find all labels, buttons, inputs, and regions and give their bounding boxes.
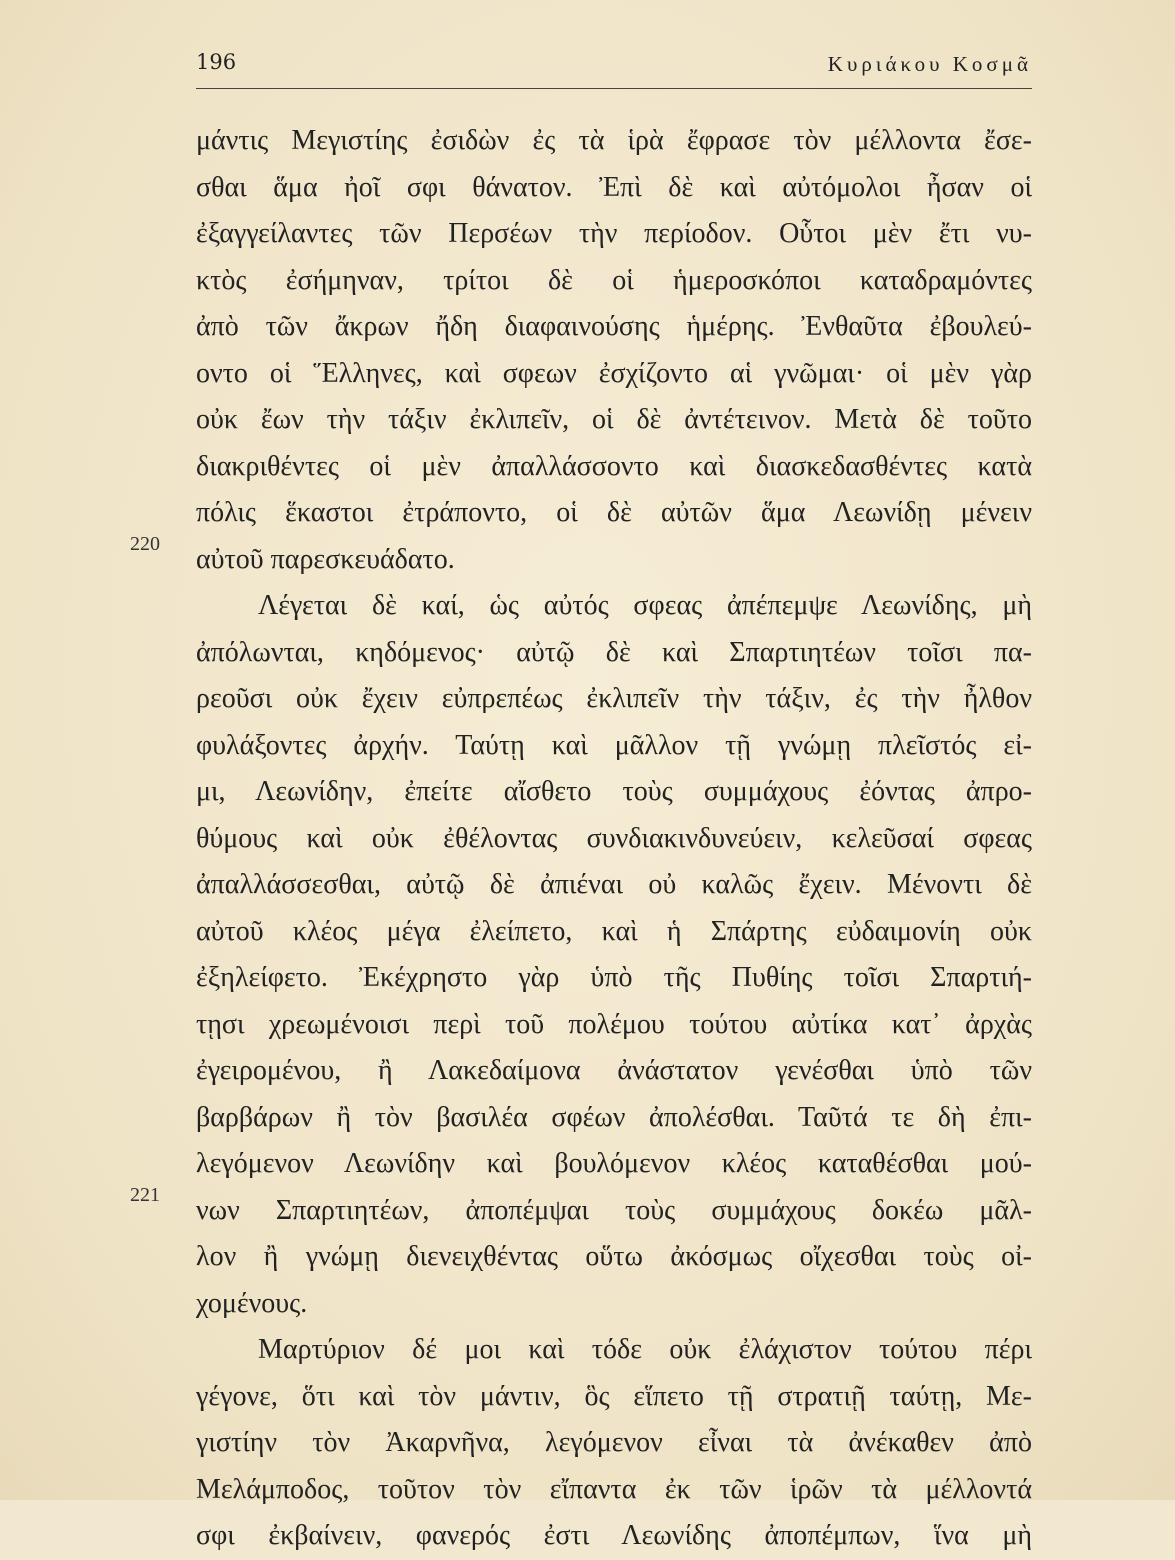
text-line: γέγονε, ὅτι καὶ τὸν μάντιν, ὃς εἵπετο τῇ στρατιῇ ταύτῃ, Με- — [196, 1380, 1032, 1412]
text-line: οὐκ ἔων τὴν τάξιν ἐκλιπεῖν, οἱ δὲ ἀντέτεινον. Μετὰ δὲ τοῦτο — [196, 404, 1032, 435]
text-line: γιστίην τὸν Ἀκαρνῆνα, λεγόμενον εἶναι τὰ ἀνέκαθεν ἀπὸ — [196, 1427, 1032, 1458]
text-line: διακριθέντες οἱ μὲν ἀπαλλάσσοντο καὶ διασκεδασθέντες κατὰ — [196, 450, 1032, 482]
running-head: Κυριάκου Κοσμᾶ — [827, 52, 1032, 76]
text-line: λεγόμενον Λεωνίδην καὶ βουλόμενον κλέος καταθέσθαι μού- — [196, 1148, 1032, 1179]
text-line: ρεοῦσι οὐκ ἔχειν εὐπρεπέως ἐκλιπεῖν τὴν τάξιν, ἐς τὴν ἦλθον — [196, 683, 1032, 714]
text-line: ἐξαγγείλαντες τῶν Περσέων τὴν περίοδον. Οὗτοι μὲν ἔτι νυ- — [196, 218, 1032, 249]
text-line: Μελάμποδος, τοῦτον τὸν εἴπαντα ἐκ τῶν ἱρῶν τὰ μέλλοντά — [196, 1473, 1032, 1505]
text-line: βαρβάρων ἢ τὸν βασιλέα σφέων ἀπολέσθαι. Ταῦτά τε δὴ ἐπι- — [196, 1101, 1032, 1133]
section-number-221: 221 — [130, 1184, 160, 1206]
body-text — [196, 118, 1032, 1560]
text-line: ἀπὸ τῶν ἄκρων ἤδη διαφαινούσης ἡμέρης. Ἐνθαῦτα ἐβουλεύ- — [196, 311, 1032, 342]
text-line: κτὸς ἐσήμηναν, τρίτοι δὲ οἱ ἡμεροσκόποι καταδραμόντες — [196, 264, 1032, 296]
text-line: λον ἢ γνώμῃ διενειχθέντας οὕτω ἀκόσμως οἴχεσθαι τοὺς οἰ- — [196, 1241, 1032, 1272]
section-number-220: 220 — [130, 533, 160, 555]
text-line: Μαρτύριον δέ μοι καὶ τόδε οὐκ ἐλάχιστον τούτου πέρι — [258, 1334, 1032, 1365]
text-line: θύμους καὶ οὐκ ἐθέλοντας συνδιακινδυνεύειν, κελεῦσαί σφεας — [196, 822, 1032, 854]
text-line: ἐγειρομένου, ἢ Λακεδαίμονα ἀνάστατον γενέσθαι ὑπὸ τῶν — [196, 1055, 1032, 1086]
text-line: τῃσι χρεωμένοισι περὶ τοῦ πολέμου τούτου αὐτίκα κατ᾽ ἀρχὰς — [196, 1008, 1032, 1040]
text-line: μάντις Μεγιστίης ἐσιδὼν ἐς τὰ ἱρὰ ἔφρασε τὸν μέλλοντα ἔσε- — [196, 125, 1032, 156]
text-line: νων Σπαρτιητέων, ἀποπέμψαι τοὺς συμμάχους δοκέω μᾶλ- — [196, 1194, 1032, 1226]
text-line: οντο οἱ Ἕλληνες, καὶ σφεων ἐσχίζοντο αἱ γνῶμαι· οἱ μὲν γὰρ — [196, 357, 1032, 389]
text-line: σφι ἐκβαίνειν, φανερός ἐστι Λεωνίδης ἀποπέμπων, ἵνα μὴ — [196, 1520, 1032, 1551]
text-line: αὐτοῦ κλέος μέγα ἐλείπετο, καὶ ἡ Σπάρτης εὐδαιμονίη οὐκ — [196, 915, 1032, 947]
text-line: Λέγεται δὲ καί, ὡς αὐτός σφεας ἀπέπεμψε Λεωνίδης, μὴ — [258, 590, 1032, 621]
text-line: φυλάξοντες ἀρχήν. Ταύτῃ καὶ μᾶλλον τῇ γνώμῃ πλεῖστός εἰ- — [196, 729, 1032, 761]
text-line: αὐτοῦ παρεσκευάδατο. — [196, 543, 455, 575]
text-line: πόλις ἕκαστοι ἐτράποντο, οἱ δὲ αὐτῶν ἅμα Λεωνίδῃ μένειν — [196, 497, 1032, 528]
text-line: μι, Λεωνίδην, ἐπείτε αἴσθετο τοὺς συμμάχους ἐόντας ἀπρο- — [196, 776, 1032, 807]
page-number: 196 — [196, 50, 237, 74]
text-line: ἀπαλλάσσεσθαι, αὐτῷ δὲ ἀπιέναι οὐ καλῶς ἔχειν. Μένοντι δὲ — [196, 869, 1032, 900]
text-line: ἐξηλείφετο. Ἐκέχρηστο γὰρ ὑπὸ τῆς Πυθίης τοῖσι Σπαρτιή- — [196, 962, 1032, 993]
text-line: σθαι ἅμα ἠοῖ σφι θάνατον. Ἐπὶ δὲ καὶ αὐτόμολοι ἦσαν οἱ — [196, 171, 1032, 203]
text-line: ἀπόλωνται, κηδόμενος· αὐτῷ δὲ καὶ Σπαρτιητέων τοῖσι πα- — [196, 636, 1032, 668]
text-line: χομένους. — [196, 1287, 308, 1319]
page-header — [196, 46, 1032, 89]
